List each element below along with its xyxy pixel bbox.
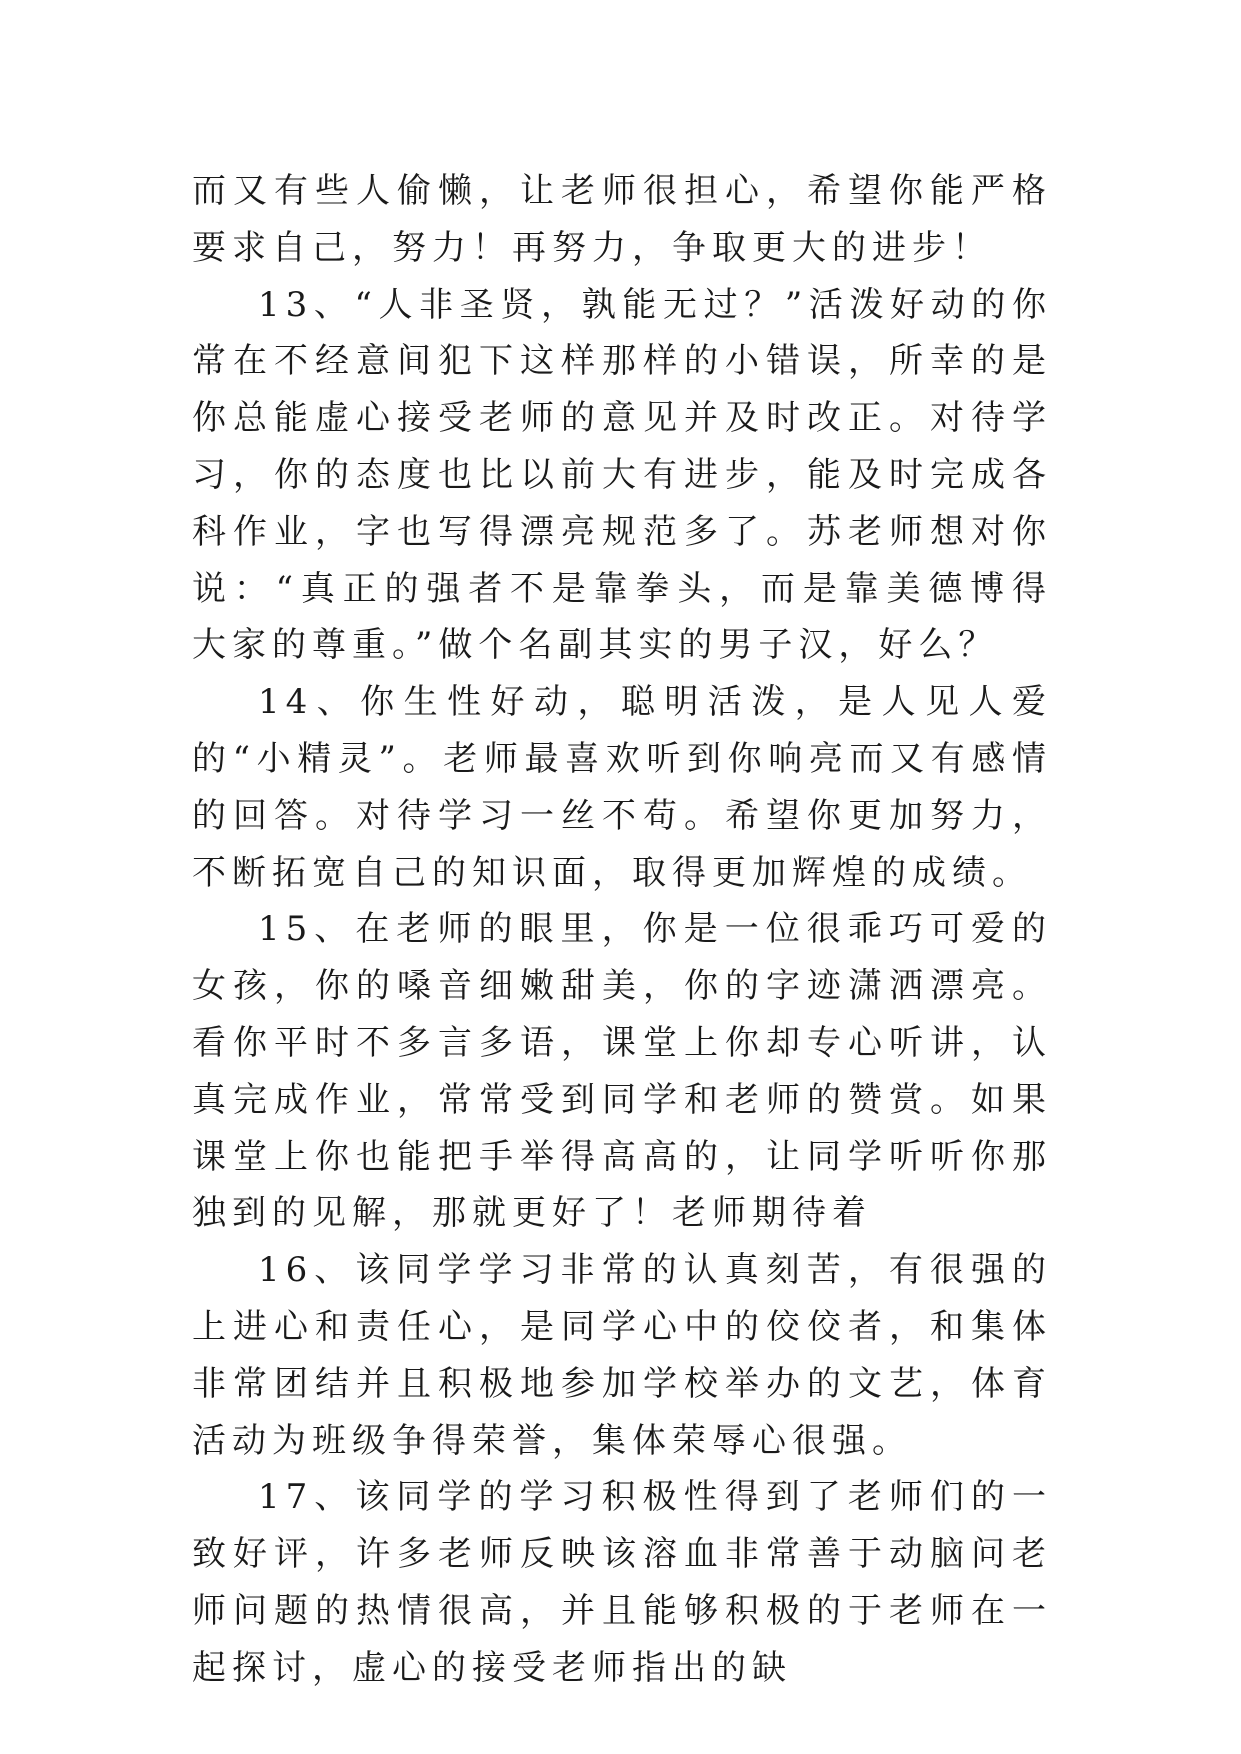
paragraph-15 (192, 901, 1052, 1242)
text-line: 很强。 (792, 1420, 912, 1461)
text-line: 14、你生性好动，聪明活泼，是人见人爱的“小精灵”。 (192, 682, 1052, 779)
text-line: 老师最喜欢听到你响亮而又有感情的回答。对待学习一丝不 (192, 738, 1053, 836)
text-line: 重。”做个名副其实的男子汉，好么？ (352, 625, 999, 666)
text-line: 煌的成绩。 (832, 852, 1032, 893)
text-line: 13、“人非圣贤，孰能无过？”活泼好动的你常在不经 (192, 284, 1052, 382)
paragraph-12-continued (192, 163, 1052, 277)
paragraph-16 (192, 1242, 1052, 1469)
text-line: 努力！再努力，争取更大的进步！ (392, 227, 992, 268)
text-line: 嗓音细嫩甜美，你的字迹潇洒漂亮。看你平时不多言多语， (192, 966, 1052, 1063)
text-line: 你说：“真正的强者不是靠拳头，而是靠美德博得大家的尊 (192, 511, 1052, 666)
text-line: 加学校举办的文艺，体育活动为班级争得荣誉，集体荣辱心 (192, 1363, 1052, 1461)
text-line: 15、在老师的眼里，你是一位很乖巧可爱的女孩，你的 (192, 909, 1052, 1007)
paragraph-14 (192, 674, 1052, 901)
text-line: 苟。希望你更加努力，不断拓宽自己的知识面，取得更加辉 (192, 795, 1052, 893)
text-line: 多老师反映该溶血非常善于动脑问老师问题的热情很高，并 (192, 1534, 1052, 1631)
document-body (192, 163, 1052, 1697)
text-line: 课堂上你却专心听讲，认真完成作业，常常受到同学和老师 (192, 1022, 1052, 1120)
text-line: 16、该同学学习非常的认真刻苦，有很强的上进心和责 (192, 1250, 1052, 1347)
paragraph-17 (192, 1469, 1052, 1696)
paragraph-13 (192, 277, 1052, 675)
text-line: 的意见并及时改正。对待学习，你的态度也比以前大有进步， (192, 398, 1052, 495)
text-line: 而又有些人偷懒，让老师很担心，希望你能严格要求自己， (192, 171, 1052, 268)
text-line: 的赞赏。如果课堂上你也能把手举得高高的，让同学听听你 (192, 1079, 1052, 1177)
text-line: 意间犯下这样那样的小错误，所幸的是你总能虚心接受老师 (192, 341, 1052, 439)
text-line: 能及时完成各科作业，字也写得漂亮规范多了。苏老师想对 (192, 454, 1052, 552)
text-line: 且能够积极的于老师在一起探讨，虚心的接受老师指出的缺 (192, 1590, 1052, 1688)
text-line: 那独到的见解，那就更好了！老师期待着 (192, 1136, 1052, 1234)
text-line: 17、该同学的学习积极性得到了老师们的一致好评，许 (192, 1477, 1052, 1575)
text-line: 任心，是同学心中的佼佼者，和集体非常团结并且积极地参 (192, 1306, 1052, 1404)
